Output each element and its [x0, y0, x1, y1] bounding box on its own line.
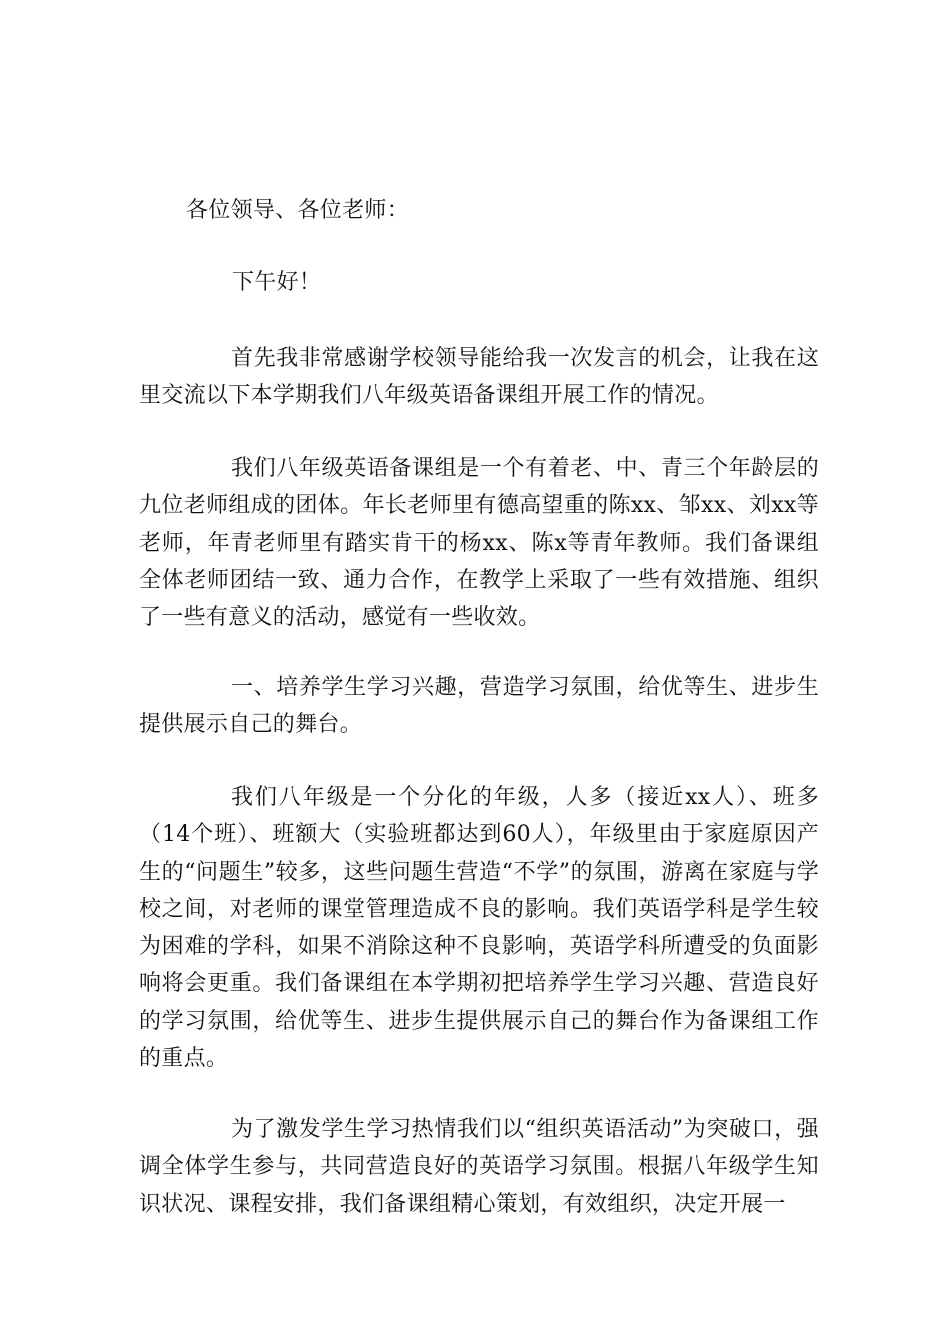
paragraph-activities: 为了激发学生学习热情我们以“组织英语活动”为突破口，强调全体学生参与，共同营造良好的英语学习氛围。根据八年级学生知识状况、课程安排，我们备课组精心策划，有效组织，决定开展一 [139, 1117, 819, 1217]
paragraph-team: 我们八年级英语备课组是一个有着老、中、青三个年龄层的九位老师组成的团体。年长老师里有德高望重的陈xx、邹xx、刘xx等老师，年青老师里有踏实肯干的杨xx、陈x等青年教师。我们备课组全体老师团结一致、通力合作，在教学上采取了一些有效措施、组织了一些有意义的活动，感觉有一些收效。 [139, 456, 819, 631]
greeting: 下午好！ [232, 270, 322, 295]
salutation: 各位领导、各位老师： [186, 198, 410, 223]
paragraph-grade-situation: 我们八年级是一个分化的年级，人多（接近xx人）、班多（14个班）、班额大（实验班都达到60人），年级里由于家庭原因产生的“问题生”较多，这些问题生营造“不学”的氛围，游离在家庭与学校之间，对老师的课堂管理造成不良的影响。我们英语学科是学生较为困难的学科，如果不消除这种不良影响，英语学科所遭受的负面影响将会更重。我们备课组在本学期初把培养学生学习兴趣、营造良好的学习氛围，给优等生、进步生提供展示自己的舞台作为备课组工作的重点。 [139, 785, 819, 1072]
paragraph-intro: 首先我非常感谢学校领导能给我一次发言的机会，让我在这里交流以下本学期我们八年级英语备课组开展工作的情况。 [139, 346, 819, 409]
section-heading-one: 一、培养学生学习兴趣，营造学习氛围，给优等生、进步生提供展示自己的舞台。 [139, 675, 819, 738]
